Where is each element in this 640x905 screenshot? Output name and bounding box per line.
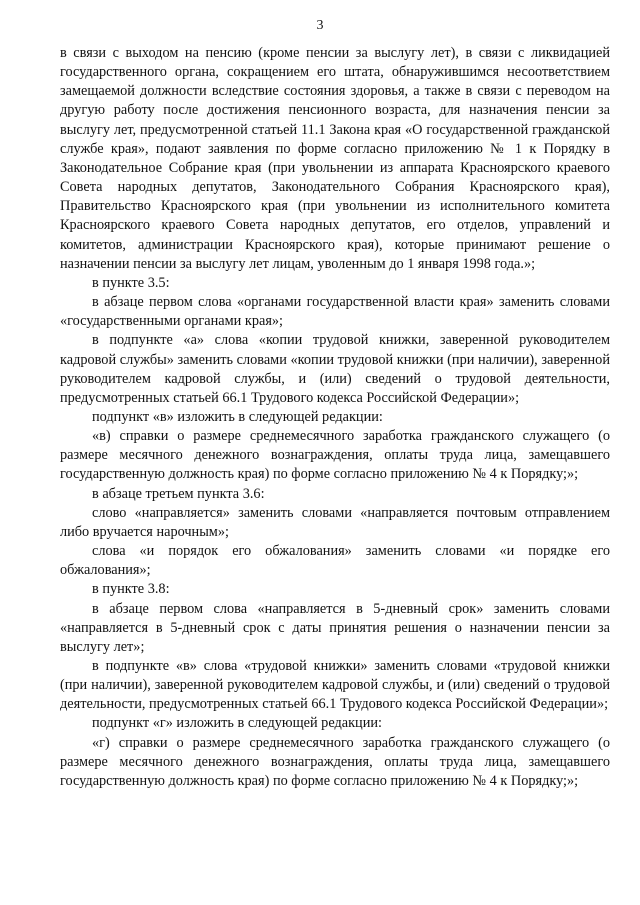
paragraph: в пункте 3.5: (92, 274, 170, 291)
paragraph: в подпункте «а» слова «копии трудовой книжки, заверенной руководителем кадровой службы» заменить словами «копии трудовой книжки (при наличии), заверенной руководителем кадровой службы, и (или) сведений о трудовой деятельности, предусмотренных статьей 66.1 Трудового кодекса Российской Федерации»; (60, 332, 610, 406)
paragraph: слова «и порядок его обжалования» заменить словами «и порядке его обжалования»; (60, 543, 610, 579)
paragraph: в абзаце первом слова «органами государственной власти края» заменить словами «государственными органами края»; (60, 294, 610, 330)
paragraph: в пункте 3.8: (92, 581, 170, 598)
paragraph: «в) справки о размере среднемесячного заработка гражданского служащего (о размере месячного денежного вознаграждения, оплаты труда лица, замещавшего государственную должность края) по форме согласно приложению № 4 к Порядку;»; (60, 428, 610, 483)
paragraph-continuation: в связи с выходом на пенсию (кроме пенсии за выслугу лет), в связи с ликвидацией государственного органа, сокращением его штата, обнаружившимся несоответствием замещаемой должности вследствие состояния здоровья, а также в связи с переводом на другую работу после достижения пенсионного возраста, для назначения пенсии за выслугу лет, предусмотренной статьей 11.1 Закона края «О государственной гражданской службе края», подают заявления по форме согласно приложению № 1 к Порядку в Законодательное Собрание края (при увольнении из аппарата Красноярского краевого Совета народных депутатов, Законодательного Собрания Красноярского края), Правительство Красноярского края (при увольнении из исполнительного комитета Красноярского краевого Совета народных депутатов, его отделов, управлений и комитетов, администрации Красноярского края), которые принимают решение о назначении пенсии за выслугу лет лицам, уволенным до 1 января 1998 года.»; (60, 45, 610, 272)
paragraph: подпункт «в» изложить в следующей редакции: (92, 408, 383, 425)
document-body (60, 44, 610, 791)
paragraph: в абзаце третьем пункта 3.6: (92, 485, 265, 502)
paragraph: подпункт «г» изложить в следующей редакции: (92, 715, 382, 732)
paragraph: слово «направляется» заменить словами «направляется почтовым отправлением либо вручается нарочным»; (60, 504, 610, 540)
page-number: 3 (316, 18, 324, 33)
paragraph: «г) справки о размере среднемесячного заработка гражданского служащего (о размере месячного денежного вознаграждения, оплаты труда лица, замещавшего государственную должность края) по форме согласно приложению № 4 к Порядку;»; (60, 734, 610, 789)
paragraph: в абзаце первом слова «направляется в 5-дневный срок» заменить словами «направляется в 5-дневный срок с даты принятия решения о назначении пенсии за выслугу лет»; (60, 600, 610, 655)
paragraph: в подпункте «в» слова «трудовой книжки» заменить словами «трудовой книжки (при наличии), заверенной руководителем кадровой службы, и (или) сведений о трудовой деятельности, предусмотренных статьей 66.1 Трудового кодекса Российской Федерации»; (60, 658, 610, 713)
